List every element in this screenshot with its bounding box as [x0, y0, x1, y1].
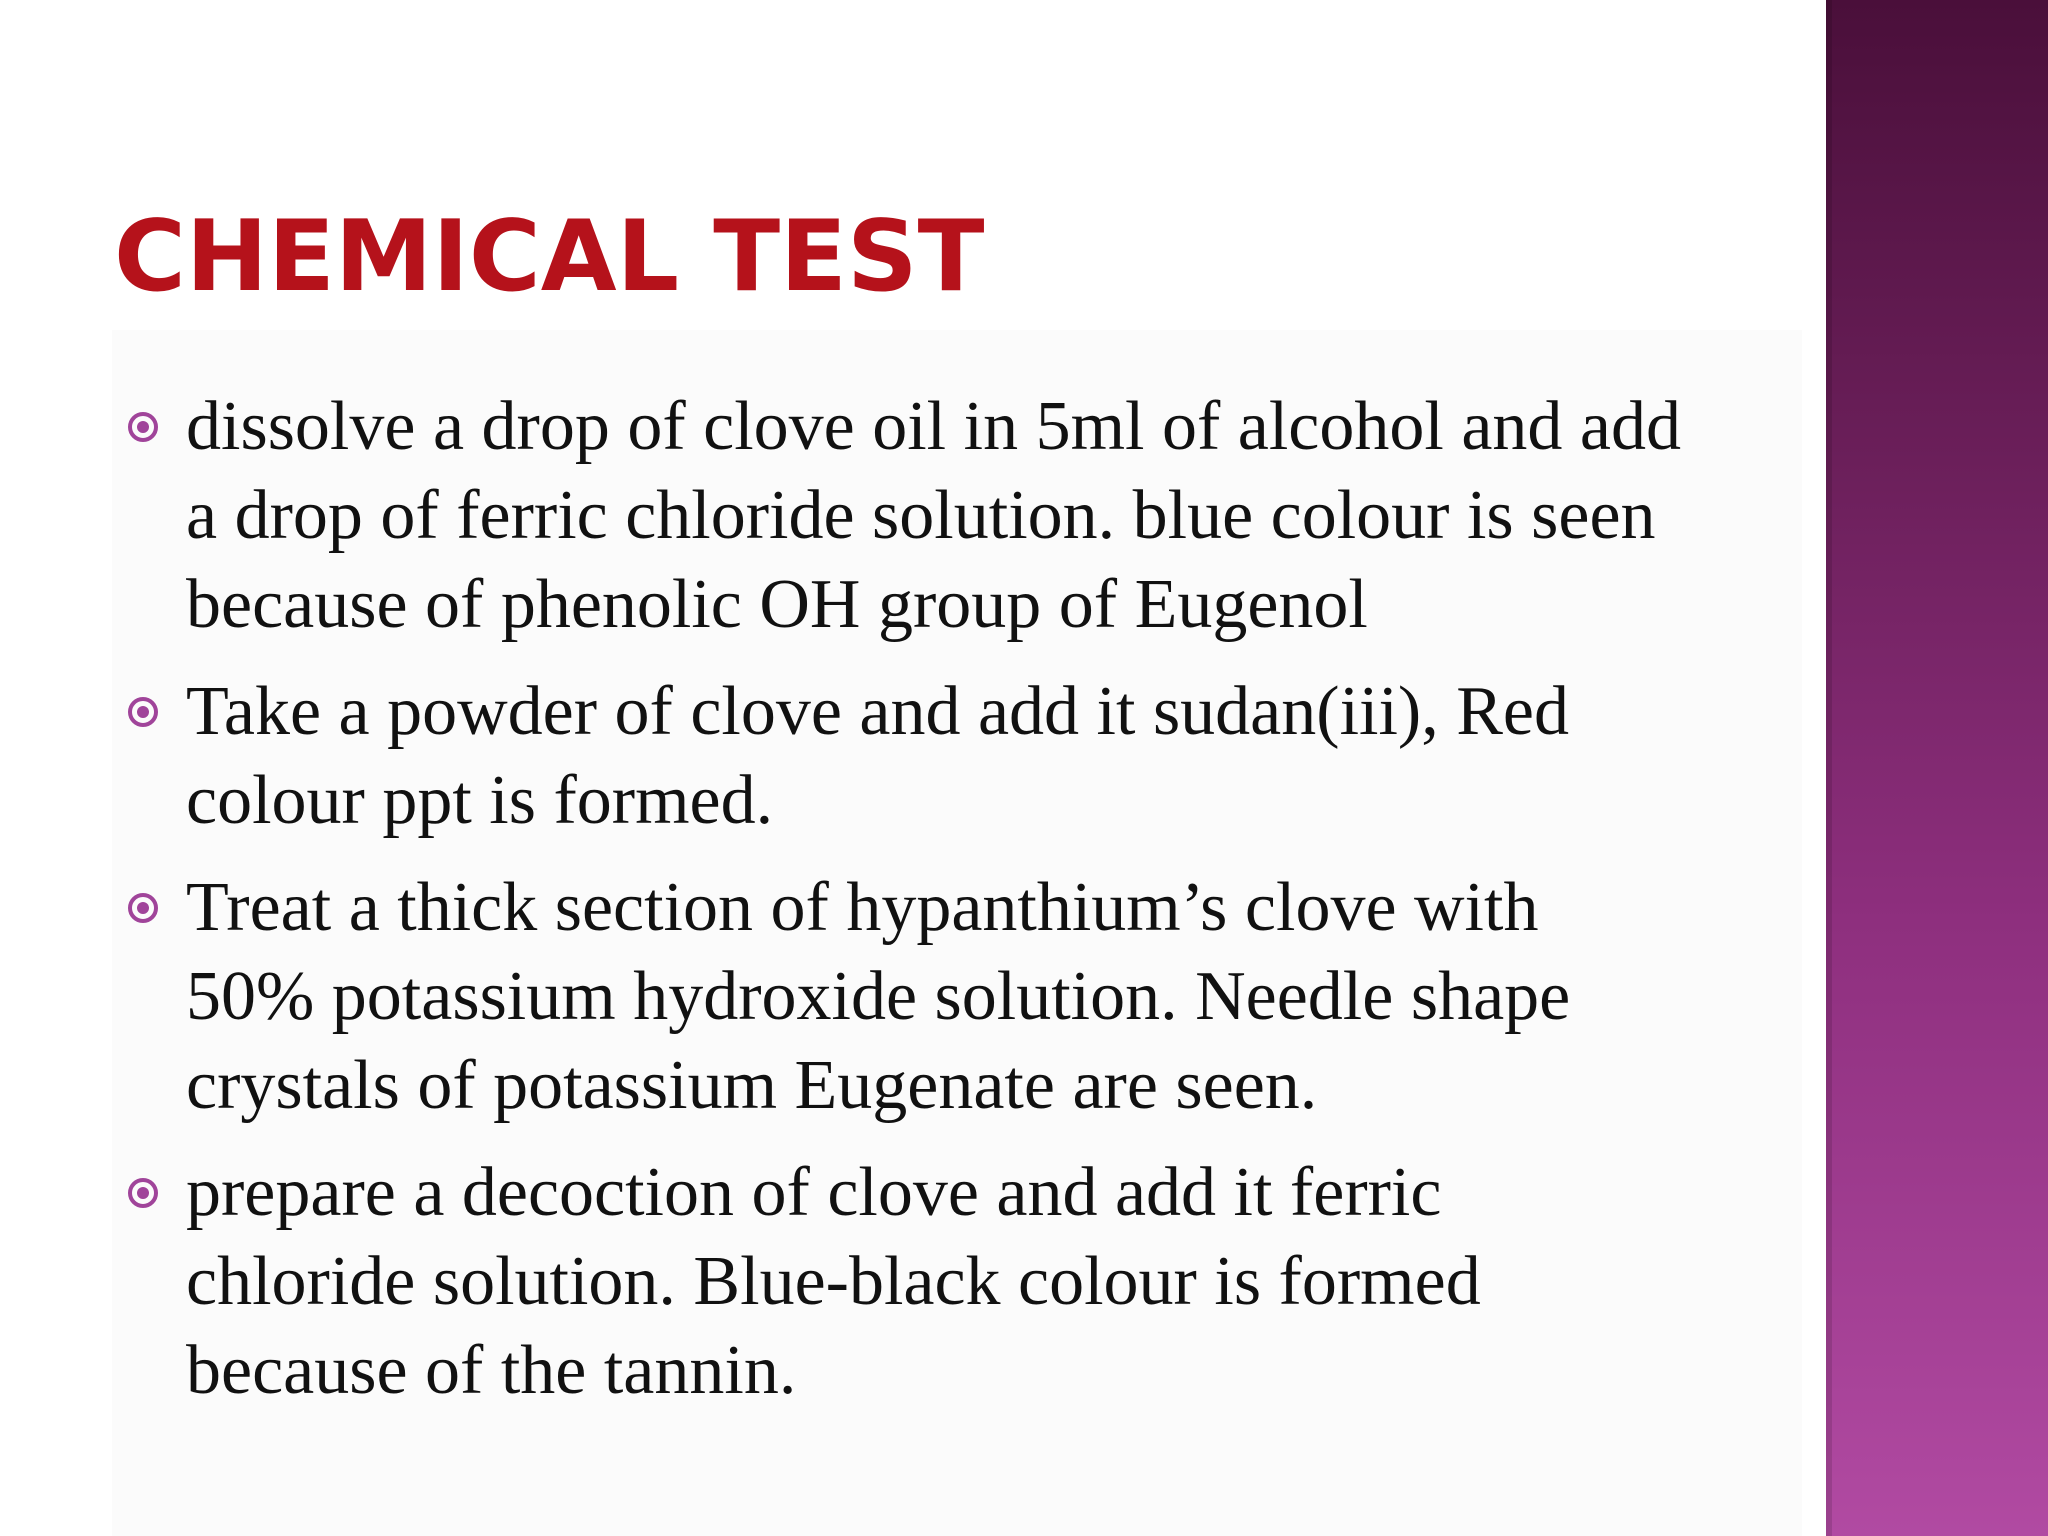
radio-bullet-icon — [128, 1178, 158, 1208]
slide-title: CHEMICAL TEST — [114, 200, 985, 314]
radio-bullet-icon — [128, 412, 158, 442]
bullet-item — [124, 863, 1684, 1130]
bullet-text: Take a powder of clove and add it sudan(iii), Red colour ppt is formed. — [186, 673, 1569, 839]
radio-bullet-icon — [128, 893, 158, 923]
radio-bullet-icon — [128, 697, 158, 727]
bullet-item — [124, 1148, 1684, 1415]
bullet-item — [124, 667, 1684, 845]
bullet-list — [124, 382, 1684, 1433]
bullet-text: prepare a decoction of clove and add it ferric chloride solution. Blue-black colour is formed because of the tannin. — [186, 1154, 1481, 1409]
decorative-side-band — [1826, 0, 2048, 1536]
bullet-item — [124, 382, 1684, 649]
bullet-text: dissolve a drop of clove oil in 5ml of alcohol and add a drop of ferric chloride solution. blue colour is seen because of phenolic OH group of Eugenol — [186, 388, 1681, 643]
bullet-text: Treat a thick section of hypanthium’s clove with 50% potassium hydroxide solution. Needle shape crystals of potassium Eugenate are seen. — [186, 869, 1571, 1124]
